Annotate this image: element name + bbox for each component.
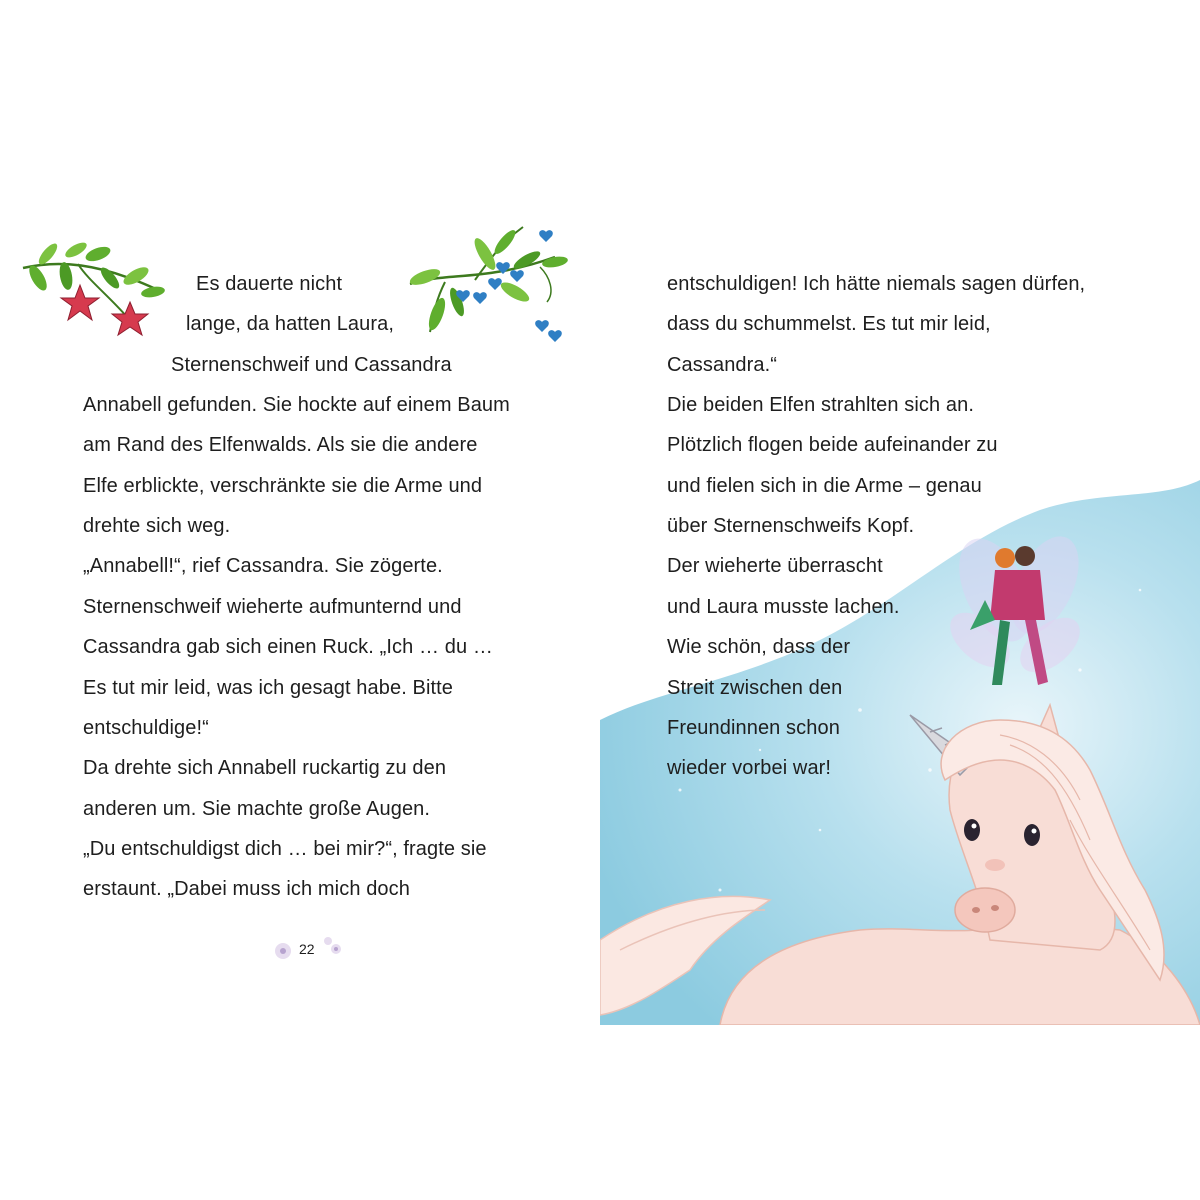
text-line: entschuldigen! Ich hätte niemals sagen dürfen, bbox=[667, 273, 1086, 295]
text-line: und Laura musste lachen. bbox=[667, 596, 900, 618]
text-line: Sternenschweif wieherte aufmunternd und bbox=[83, 596, 462, 618]
page-number: 22 bbox=[299, 941, 315, 957]
text-line: Sternenschweif und Cassandra bbox=[171, 354, 452, 376]
text-line: und fielen sich in die Arme – genau bbox=[667, 475, 982, 497]
text-line: Plötzlich flogen beide aufeinander zu bbox=[667, 434, 998, 456]
text-line: lange, da hatten Laura, bbox=[186, 313, 395, 335]
text-line: erstaunt. „Dabei muss ich mich doch bbox=[83, 878, 410, 900]
text-line: am Rand des Elfenwalds. Als sie die andere bbox=[83, 434, 478, 456]
text-line: entschuldige!“ bbox=[83, 717, 209, 739]
text-line: Der wieherte überrascht bbox=[667, 555, 883, 577]
text-line: Streit zwischen den bbox=[667, 677, 843, 699]
text-line: Die beiden Elfen strahlten sich an. bbox=[667, 394, 975, 416]
text-line: Freundinnen schon bbox=[667, 717, 840, 739]
text-line: Da drehte sich Annabell ruckartig zu den bbox=[83, 757, 447, 779]
flower-dot-icon bbox=[320, 933, 344, 957]
text-line: dass du schummelst. Es tut mir leid, bbox=[667, 313, 991, 335]
text-line: Cassandra.“ bbox=[667, 354, 778, 376]
text-line: Annabell gefunden. Sie hockte auf einem Baum bbox=[83, 394, 510, 416]
text-line: Elfe erblickte, verschränkte sie die Arme und bbox=[83, 475, 483, 497]
text-line: „Du entschuldigst dich … bei mir?“, fragte sie bbox=[83, 838, 487, 860]
text-line: über Sternenschweifs Kopf. bbox=[667, 515, 915, 537]
text-line: Wie schön, dass der bbox=[667, 636, 851, 658]
text-line: Es tut mir leid, was ich gesagt habe. Bitte bbox=[83, 677, 454, 699]
text-line: Cassandra gab sich einen Ruck. „Ich … du … bbox=[83, 636, 493, 658]
vine-with-blue-hearts-icon bbox=[405, 222, 570, 357]
text-line: anderen um. Sie machte große Augen. bbox=[83, 798, 431, 820]
right-page bbox=[600, 0, 1200, 1200]
text-line: „Annabell!“, rief Cassandra. Sie zögerte. bbox=[83, 555, 443, 577]
text-line: Es dauerte nicht bbox=[196, 273, 343, 295]
text-line: drehte sich weg. bbox=[83, 515, 231, 537]
text-line: wieder vorbei war! bbox=[667, 757, 832, 779]
flower-dot-icon bbox=[272, 940, 294, 962]
vine-with-red-stars-icon bbox=[18, 240, 168, 340]
